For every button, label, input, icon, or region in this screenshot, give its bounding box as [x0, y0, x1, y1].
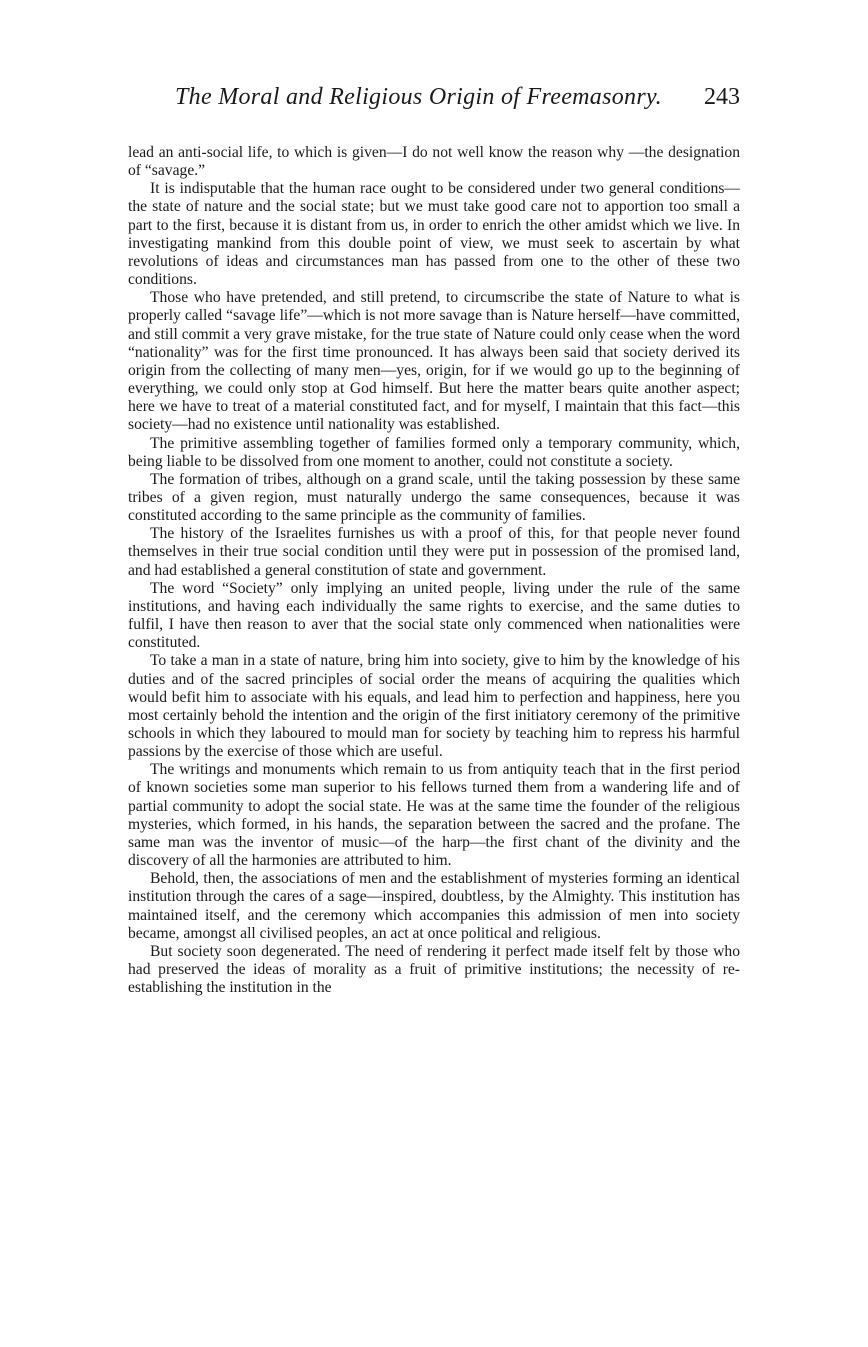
paragraph: Those who have pretended, and still pretend, to circumscribe the state of Nature to what is properly called “savage life”—which is not more savage than is Nature herself—have committed, and still commit a very grave mistake, for the true state of Nature could only cease when the word “nationality” was for the first time pronounced. It has always been said that society derived its origin from the collecting of many men—yes, origin, for if we would go up to the beginning of everything, we could only stop at God himself. But here the matter bears quite another aspect; here we have to treat of a material constituted fact, and for myself, I maintain that this fact—this society—had no existence until nationality was established.	[128, 289, 740, 434]
paragraph: To take a man in a state of nature, bring him into society, give to him by the knowledge of his duties and of the sacred principles of social order the means of acquiring the qualities which would befit him to associate with his equals, and lead him to perfection and happiness, here you most certainly behold the intention and the origin of the first initiatory ceremony of the primitive schools in which they laboured to mould man for society by teaching him to repress his harmful passions by the exercise of those which are useful.	[128, 652, 740, 761]
page-header	[128, 84, 740, 124]
paragraph: The word “Society” only implying an united people, living under the rule of the same institutions, and having each individually the same rights to exercise, and the same duties to fulfil, I have then reason to aver that the social state only commenced when nationalities were constituted.	[128, 579, 740, 652]
paragraph: It is indisputable that the human race ought to be considered under two general conditions—the state of nature and the social state; but we must take good care not to apportion too small a part to the first, because it is distant from us, in order to enrich the other amidst which we live. In investigating mankind from this double point of view, we must seek to ascertain by what revolutions of ideas and circumstances man has passed from one to the other of these two conditions.	[128, 180, 740, 289]
paragraph: The primitive assembling together of families formed only a temporary community, which, being liable to be dissolved from one moment to another, could not constitute a society.	[128, 434, 740, 470]
running-title: The Moral and Religious Origin of Freemasonry.	[175, 84, 662, 110]
paragraph: The formation of tribes, although on a grand scale, until the taking possession by these same tribes of a given region, must naturally undergo the same consequences, because it was constituted according to the same principle as the community of families.	[128, 470, 740, 525]
paragraph: Behold, then, the associations of men and the establishment of mysteries forming an identical institution through the cares of a sage—inspired, doubtless, by the Almighty. This institution has maintained itself, and the ceremony which accompanies this admission of men into society became, amongst all civilised peoples, an act at once political and religious.	[128, 870, 740, 942]
page-number: 243	[704, 84, 740, 110]
paragraph: But society soon degenerated. The need of rendering it perfect made itself felt by those who had preserved the ideas of morality as a fruit of primitive institutions; the necessity of re-establishing the institution in the	[128, 942, 740, 997]
article-body	[128, 144, 740, 997]
paragraph: The writings and monuments which remain to us from antiquity teach that in the first period of known societies some man superior to his fellows turned them from a wandering life and of partial community to adopt the social state. He was at the same time the founder of the religious mysteries, which formed, in his hands, the separation between the sacred and the profane. The same man was the inventor of music—of the harp—the first chant of the divinity and the discovery of all the harmonies are attributed to him.	[128, 761, 740, 870]
paragraph: The history of the Israelites furnishes us with a proof of this, for that people never found themselves in their true social condition until they were put in possession of the promised land, and had established a general constitution of state and government.	[128, 525, 740, 579]
paragraph: lead an anti-social life, to which is given—I do not well know the reason why —the designation of “savage.”	[128, 144, 740, 180]
